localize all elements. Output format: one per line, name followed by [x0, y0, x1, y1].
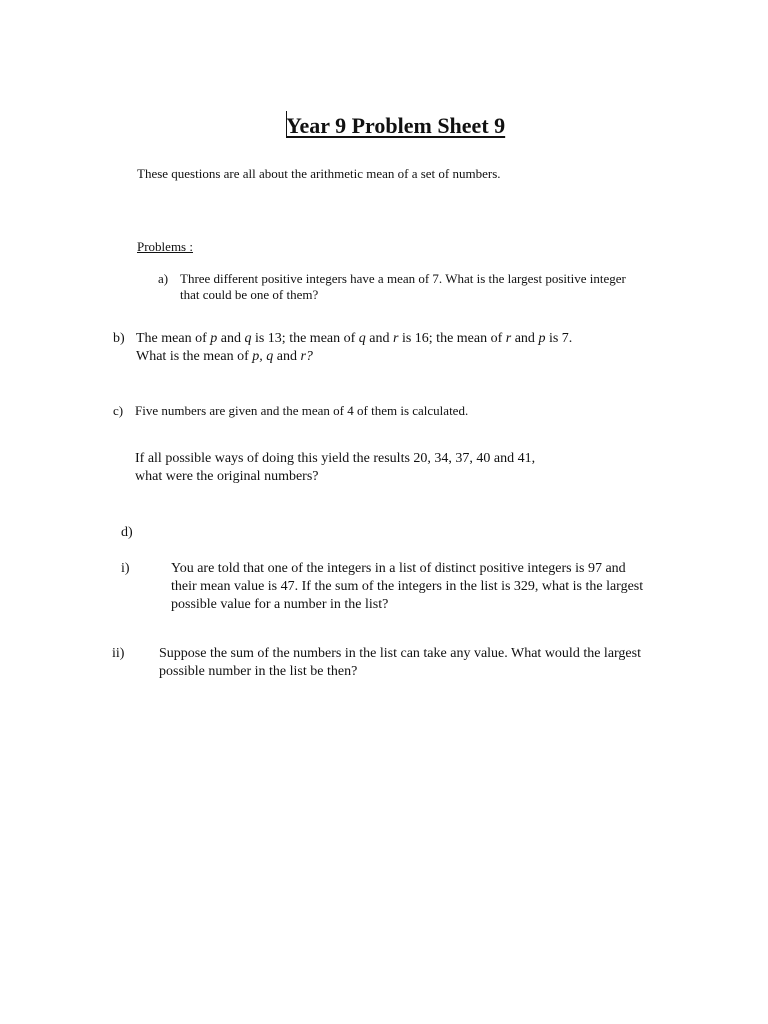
problem-b-text: [136, 330, 572, 366]
text-run: and: [365, 331, 393, 346]
problem-b-label: b): [113, 331, 125, 346]
variable-r: r?: [300, 349, 313, 364]
problem-c-line-1: Five numbers are given and the mean of 4 of them is calculated.: [135, 403, 469, 418]
text-run: is 7.: [545, 331, 573, 346]
problem-b-line-2: [136, 348, 572, 366]
problem-a-text: [180, 271, 626, 303]
problem-d-i-line-3: possible value for a number in the list?: [171, 597, 389, 612]
variable-p: p: [210, 331, 218, 346]
variable-q: q: [244, 331, 252, 346]
problem-c-para-2: [135, 450, 535, 486]
text-run: and: [273, 349, 301, 364]
text-run: What is the mean of: [136, 349, 253, 364]
variables-p-q: p, q: [252, 349, 274, 364]
problem-d-label: d): [121, 525, 133, 540]
variable-q: q: [358, 331, 366, 346]
text-run: is 13; the mean of: [251, 331, 359, 346]
variable-r: r: [393, 331, 399, 346]
page-title: Year 9 Problem Sheet 9: [286, 113, 506, 138]
text-run: is 16; the mean of: [398, 331, 506, 346]
problem-d-i-label: i): [121, 561, 130, 576]
text-run: The mean of: [136, 331, 211, 346]
problem-c-para-2-line-2: what were the original numbers?: [135, 469, 319, 484]
problem-d-ii-text: [159, 645, 641, 681]
intro-text: These questions are all about the arithmetic mean of a set of numbers.: [137, 166, 501, 181]
problem-d-i-text: [171, 560, 643, 614]
problem-c-label: c): [113, 403, 124, 418]
text-run: and: [217, 331, 245, 346]
problem-d-ii-line-1: Suppose the sum of the numbers in the list can take any value. What would the largest: [159, 646, 641, 661]
problem-d-i-line-1: You are told that one of the integers in a list of distinct positive integers is 97 and: [171, 561, 626, 576]
problem-c-para-2-line-1: If all possible ways of doing this yield the results 20, 34, 37, 40 and 41,: [135, 451, 536, 466]
problem-a-line-2: that could be one of them?: [180, 287, 319, 302]
problem-a-label: a): [158, 271, 169, 286]
problem-d-ii-label: ii): [112, 646, 125, 661]
problem-b-line-1: [136, 330, 572, 348]
problems-heading: Problems :: [137, 239, 193, 254]
problem-d-i-line-2: their mean value is 47. If the sum of the integers in the list is 329, what is the largest: [171, 579, 644, 594]
problem-a-line-1: Three different positive integers have a mean of 7. What is the largest positive integer: [180, 271, 626, 286]
problem-d-ii-line-2: possible number in the list be then?: [159, 664, 358, 679]
text-run: and: [511, 331, 539, 346]
variable-r: r: [505, 331, 512, 346]
variable-p: p: [538, 331, 546, 346]
